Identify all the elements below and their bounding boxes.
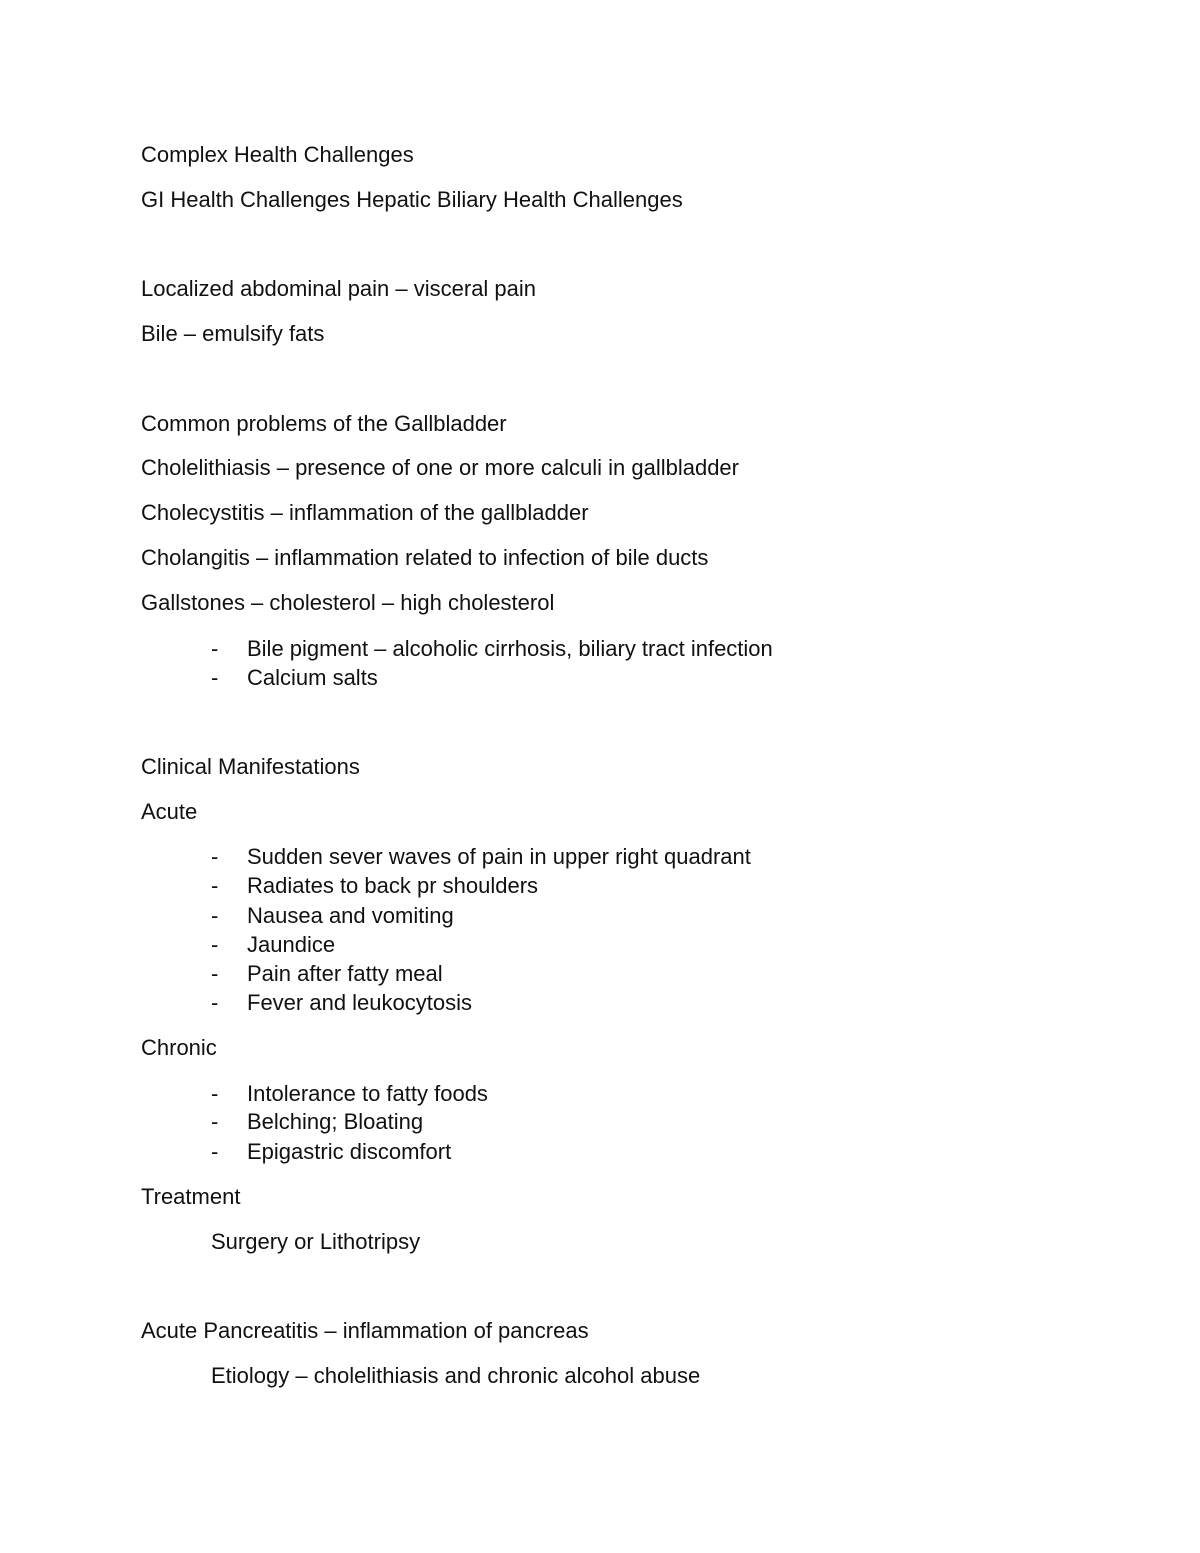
list-item: Intolerance to fatty foods — [247, 1081, 488, 1106]
gallstones-line: Gallstones – cholesterol – high cholesterol — [141, 590, 555, 615]
pancreatitis-heading: Acute Pancreatitis – inflammation of pancreas — [141, 1318, 589, 1343]
bullet-marker: - — [211, 990, 219, 1015]
document-subtitle: GI Health Challenges Hepatic Biliary Health Challenges — [141, 187, 683, 212]
list-item: Jaundice — [247, 932, 336, 957]
bullet-marker: - — [211, 636, 219, 661]
bullet-marker: - — [211, 903, 219, 928]
intro-line-bile: Bile – emulsify fats — [141, 321, 325, 346]
intro-line-pain: Localized abdominal pain – visceral pain — [141, 276, 537, 301]
gallbladder-heading: Common problems of the Gallbladder — [141, 411, 507, 436]
list-item: Pain after fatty meal — [247, 961, 443, 986]
bullet-marker: - — [211, 1139, 219, 1164]
list-item: Sudden sever waves of pain in upper right quadrant — [247, 844, 751, 869]
list-item: Radiates to back pr shoulders — [247, 873, 539, 898]
list-item: Belching; Bloating — [247, 1109, 424, 1134]
list-item: Epigastric discomfort — [247, 1139, 452, 1164]
bullet-marker: - — [211, 1081, 219, 1106]
list-item: Fever and leukocytosis — [247, 990, 472, 1015]
document-title: Complex Health Challenges — [141, 142, 414, 167]
list-item: Calcium salts — [247, 665, 378, 690]
treatment-text: Surgery or Lithotripsy — [211, 1229, 421, 1254]
cholecystitis-line: Cholecystitis – inflammation of the gallbladder — [141, 500, 589, 525]
bullet-marker: - — [211, 665, 219, 690]
cholangitis-line: Cholangitis – inflammation related to infection of bile ducts — [141, 545, 709, 570]
cholelithiasis-line: Cholelithiasis – presence of one or more calculi in gallbladder — [141, 455, 739, 480]
bullet-marker: - — [211, 873, 219, 898]
chronic-label: Chronic — [141, 1035, 217, 1060]
bullet-marker: - — [211, 1109, 219, 1134]
bullet-marker: - — [211, 844, 219, 869]
etiology-line: Etiology – cholelithiasis and chronic alcohol abuse — [211, 1363, 701, 1388]
list-item: Nausea and vomiting — [247, 903, 454, 928]
acute-label: Acute — [141, 799, 198, 824]
clinical-heading: Clinical Manifestations — [141, 754, 360, 779]
bullet-marker: - — [211, 961, 219, 986]
bullet-marker: - — [211, 932, 219, 957]
treatment-label: Treatment — [141, 1184, 241, 1209]
list-item: Bile pigment – alcoholic cirrhosis, biliary tract infection — [247, 636, 773, 661]
